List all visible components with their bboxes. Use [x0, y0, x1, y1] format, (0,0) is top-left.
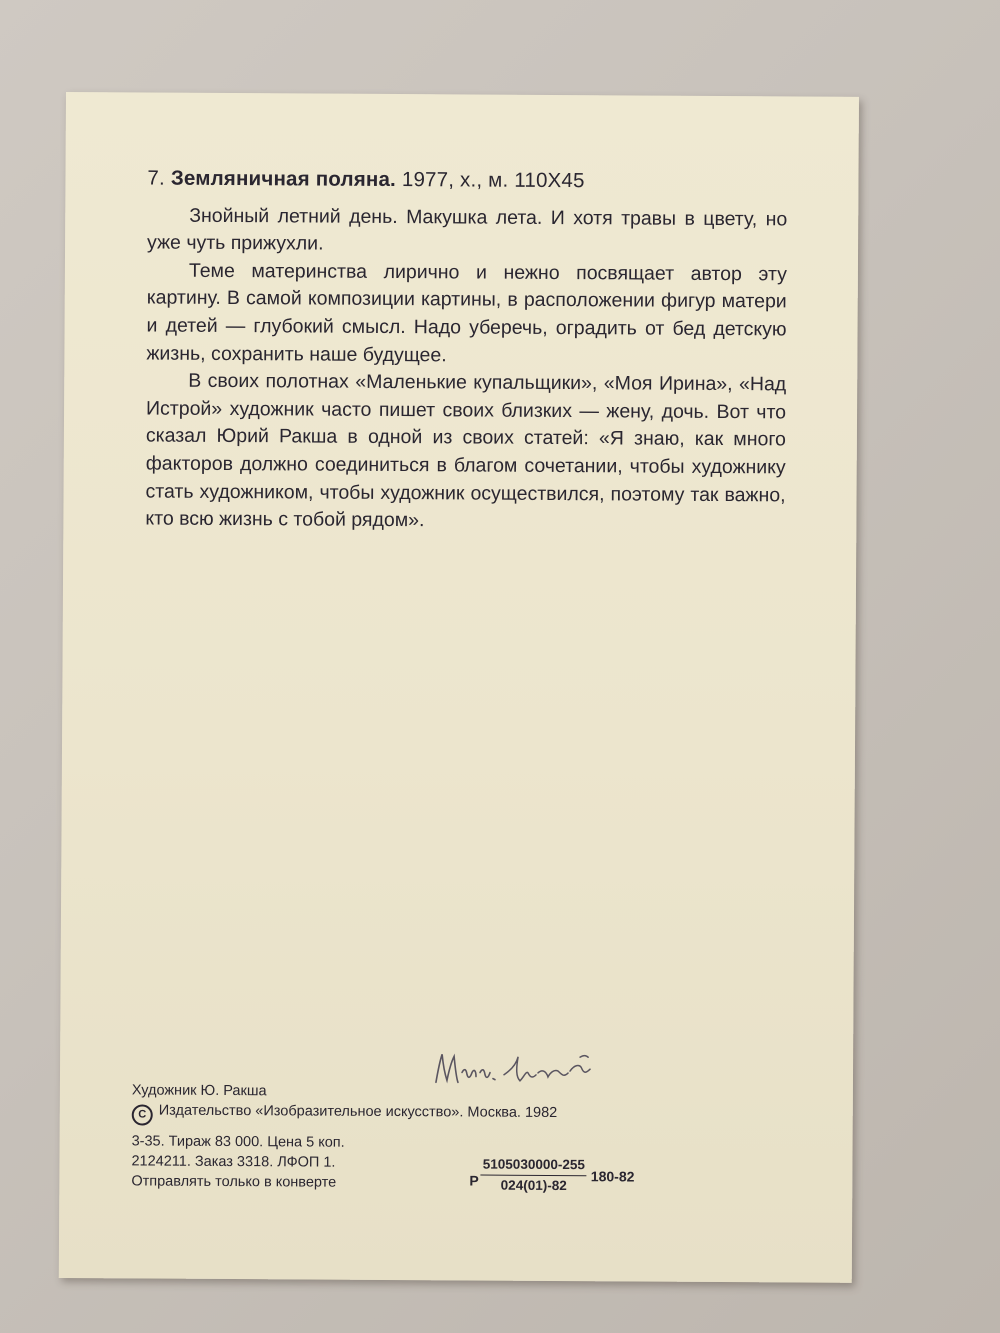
catalog-code	[469, 1156, 634, 1195]
code-prefix: Р	[469, 1172, 479, 1189]
copyright-icon: C	[132, 1104, 153, 1125]
paragraph-2: Теме материнства лирично и нежно посвящает автор эту картину. В самой композиции картины, в расположении фигур матери и детей — глубокий смысл. Надо уберечь, оградить от бед детскую жизнь, сохранить наше будущее.	[146, 259, 787, 366]
paragraph-3: В своих полотнах «Маленькие купальщики», «Моя Ирина», «Над Истрой» художник часто пишет своих близких — жену, дочь. Вот что сказал Юрий Ракша в одной из своих статей: «Я знаю, как много факторов должно соединиться в благом сочетании, чтобы художнику стать художником, чтобы художник осуществился, поэтому так важно, кто всю жизнь с тобой рядом».	[145, 369, 787, 532]
postcard-back	[59, 92, 859, 1283]
artwork-heading	[147, 164, 787, 196]
artwork-number: 7.	[147, 166, 166, 190]
description-block	[145, 164, 787, 537]
paragraph-1: Знойный летний день. Макушка лета. И хотя травы в цвету, но уже чуть прижухли.	[147, 204, 788, 255]
artist-credit: Художник Ю. Ракша	[131, 1082, 267, 1100]
envelope-note: Отправлять только в конверте	[131, 1173, 337, 1191]
artwork-meta: 1977, х., м. 110Х45	[401, 168, 585, 193]
publisher-line	[132, 1100, 732, 1129]
publisher-text: Издательство «Изобразительное искусство». Москва. 1982	[158, 1102, 558, 1122]
artwork-title: Земляничная поляна.	[170, 166, 397, 192]
code-fraction	[481, 1157, 587, 1196]
code-numerator: 5105030000-255	[481, 1157, 587, 1177]
imprint-block	[131, 1080, 732, 1195]
code-suffix: 180-82	[590, 1168, 635, 1185]
order-line: 2124211. Заказ 3318. ЛФОП 1.	[131, 1153, 336, 1171]
code-denominator: 024(01)-82	[500, 1177, 567, 1194]
print-run-line: 3-35. Тираж 83 000. Цена 5 коп.	[131, 1133, 345, 1151]
